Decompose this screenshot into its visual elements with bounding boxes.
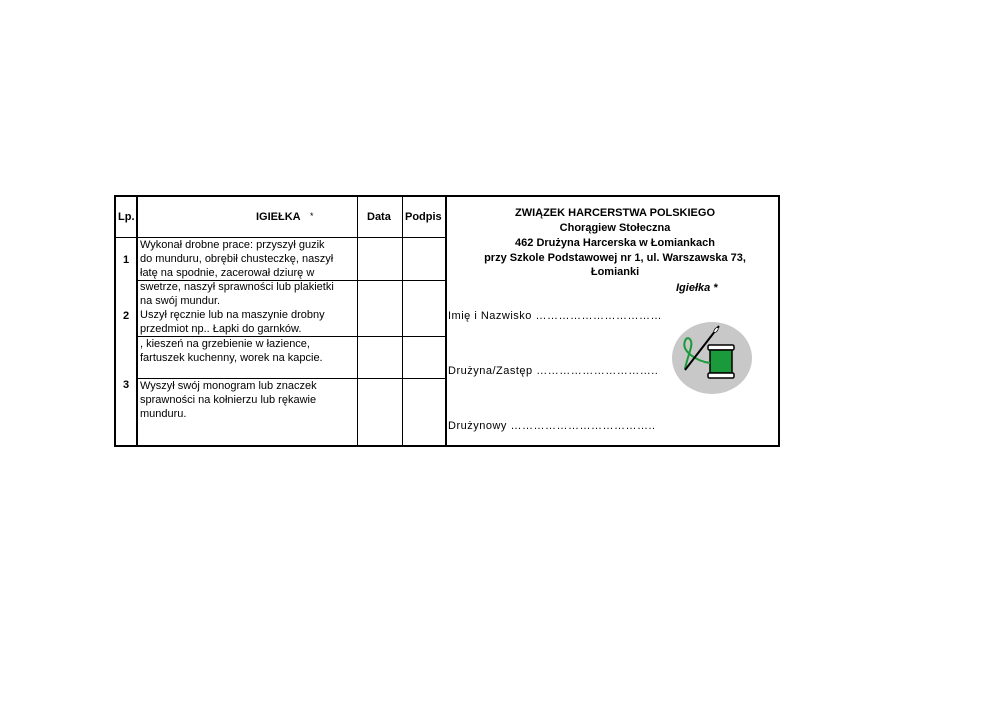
row-text: Wykonał drobne prace: przyszył guzik do munduru, obrębił chusteczkę, naszył łatę na spodnie, zacerował dziurę w [140,239,334,279]
org-team: 462 Drużyna Harcerska w Łomiankach [515,237,715,249]
badge-name: Igiełka * [676,282,718,294]
row-text: , kieszeń na grzebienie w łazience, fartuszek kuchenny, worek na kapcie. [140,338,323,364]
header-date: Data [367,211,391,223]
badge-card [114,195,780,447]
row-text: Wyszył swój monogram lub znaczek sprawności na kołnierzu lub rękawie munduru. [140,380,317,420]
header-sign: Podpis [405,211,442,223]
divider [357,197,358,445]
org-school: przy Szkole Podstawowej nr 1, ul. Warszawska 73, [484,252,746,264]
header-asterisk: * [310,211,314,221]
row-number: 1 [123,254,130,266]
row-number: 3 [123,379,130,391]
row-number: 2 [123,310,130,322]
divider [402,197,403,445]
header-lp: Lp. [118,211,135,223]
org-region: Chorągiew Stołeczna [559,222,671,234]
team-field: Drużyna/Zastęp ………………………….. [448,365,659,377]
needle-and-thread-icon [671,321,753,395]
name-field: Imię i Nazwisko …………………………… [448,310,662,322]
org-name: ZWIĄZEK HARCERSTWA POLSKIEGO [514,207,716,219]
divider [137,197,138,445]
leader-field: Drużynowy ……………………………….. [448,420,656,432]
row-text: swetrze, naszył sprawności lub plakietki na swój mundur. [140,281,334,307]
header-title: IGIEŁKA [256,211,301,223]
divider [445,197,447,445]
org-city: Łomianki [590,266,640,278]
row-text: Uszył ręcznie lub na maszynie drobny przedmiot np.. Łapki do garnków. [140,309,325,335]
